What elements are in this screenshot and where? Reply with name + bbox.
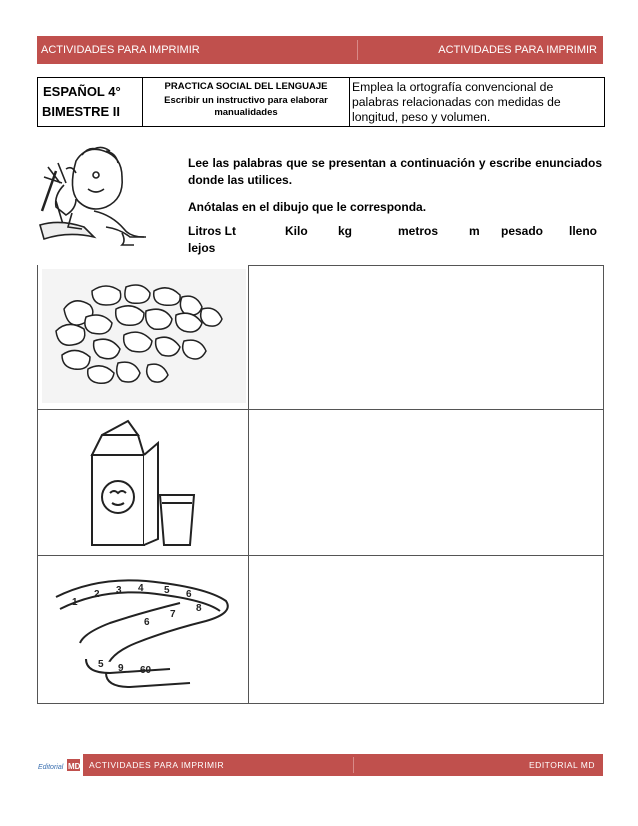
svg-text:7: 7 xyxy=(170,609,176,620)
svg-text:4: 4 xyxy=(138,583,144,594)
milk-carton-image xyxy=(78,417,208,549)
svg-text:Editorial: Editorial xyxy=(38,764,64,771)
svg-text:9: 9 xyxy=(118,663,124,674)
svg-text:3: 3 xyxy=(116,585,122,596)
practice-cell xyxy=(143,78,350,126)
word-item: Litros Lt xyxy=(188,224,236,238)
svg-text:60: 60 xyxy=(140,665,152,676)
objective-cell xyxy=(350,78,604,126)
instruction-read-words: Lee las palabras que se presentan a continuación y escribe enunciados donde las utilices. xyxy=(188,156,602,187)
grid-vertical-line xyxy=(248,265,249,703)
footer-left-text: ACTIVIDADES PARA IMPRIMIR xyxy=(89,760,225,770)
answer-grid xyxy=(37,265,604,704)
footer-bar xyxy=(83,754,603,776)
child-writing-illustration xyxy=(36,141,154,251)
practice-title: PRACTICA SOCIAL DEL LENGUAJE xyxy=(164,81,328,92)
svg-text:8: 8 xyxy=(196,603,202,614)
word-item: kg xyxy=(338,224,353,238)
practice-description: Escribir un instructivo para elaborar manualidades xyxy=(164,95,328,118)
grid-top-line xyxy=(249,265,603,266)
word-item-last: lejos xyxy=(188,241,216,255)
banner-separator xyxy=(357,40,358,60)
banner-right-text: ACTIVIDADES PARA IMPRIMIR xyxy=(438,44,597,56)
word-item: pesado xyxy=(501,224,544,238)
tape-measure-image xyxy=(46,563,242,695)
word-item: lleno xyxy=(569,224,598,238)
grid-row-divider xyxy=(38,409,603,410)
beans-image xyxy=(42,269,246,403)
word-item: Kilo xyxy=(285,224,308,238)
svg-text:5: 5 xyxy=(98,659,104,670)
word-item: metros xyxy=(398,224,439,238)
subject-label: ESPAÑOL 4° xyxy=(43,84,121,99)
svg-text:1: 1 xyxy=(72,597,78,608)
instruction-write-words: Anótalas en el dibujo que le corresponda. xyxy=(188,200,427,214)
word-item: m xyxy=(469,224,480,238)
svg-text:6: 6 xyxy=(186,589,192,600)
objective-text: Emplea la ortografía convencional de palabras relacionadas con medidas de longitud, peso y volumen. xyxy=(352,80,561,124)
svg-text:2: 2 xyxy=(94,589,100,600)
footer-separator xyxy=(353,757,354,773)
svg-text:6: 6 xyxy=(144,617,150,628)
svg-text:MD: MD xyxy=(68,762,81,771)
info-table xyxy=(37,77,605,127)
svg-text:5: 5 xyxy=(164,585,170,596)
grid-row-divider xyxy=(38,555,603,556)
top-banner xyxy=(37,36,603,64)
footer xyxy=(37,754,603,776)
term-label: BIMESTRE II xyxy=(42,104,121,119)
subject-cell xyxy=(38,78,143,126)
editorial-md-logo xyxy=(37,756,81,774)
banner-left-text: ACTIVIDADES PARA IMPRIMIR xyxy=(41,44,200,56)
footer-right-text: EDITORIAL MD xyxy=(529,760,595,770)
